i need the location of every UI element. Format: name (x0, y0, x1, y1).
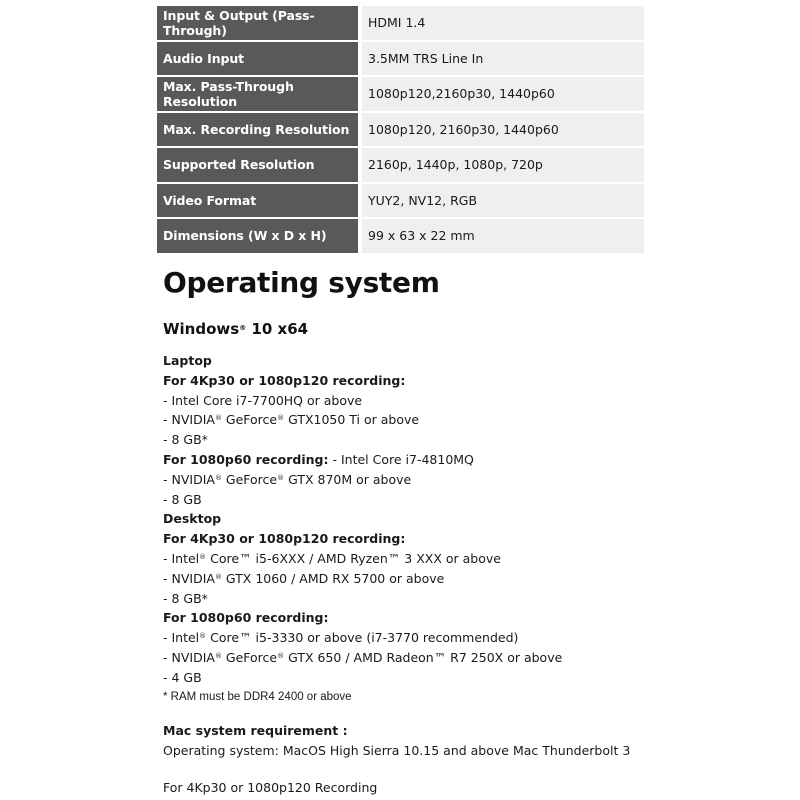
registered-mark: ® (199, 552, 207, 561)
gpu-line: GeForce (221, 649, 278, 665)
spec-row-passthrough (157, 77, 644, 111)
desktop-1080p60-gpu (163, 648, 763, 668)
registered-mark: ® (277, 473, 285, 482)
spec-row-audio (157, 42, 644, 76)
desktop-4k-title: For 4Kp30 or 1080p120 recording: (163, 531, 406, 547)
desktop-4k-gpu (163, 569, 763, 589)
registered-mark: ® (214, 651, 222, 660)
desktop-1080p60-cpu (163, 628, 763, 648)
spec-value: HDMI 1.4 (362, 6, 644, 40)
spec-label: Audio Input (157, 42, 358, 76)
laptop-1080p60-ram: - 8 GB (163, 491, 202, 507)
spec-value: 2160p, 1440p, 1080p, 720p (362, 148, 644, 182)
windows-version: 10 x64 (246, 320, 309, 338)
gpu-model: GTX 650 / AMD Radeon™ R7 250X or above (284, 649, 563, 665)
desktop-heading: Desktop (163, 511, 222, 527)
laptop-1080p60-title: For 1080p60 recording: (163, 451, 329, 467)
spec-value: 1080p120,2160p30, 1440p60 (362, 77, 644, 111)
spec-row-dimensions (157, 219, 644, 253)
registered-mark: ® (239, 324, 247, 332)
spec-row-video-format (157, 184, 644, 218)
gpu-line: GeForce (221, 412, 278, 428)
laptop-4k-ram: - 8 GB* (163, 432, 208, 448)
spacer (163, 761, 763, 778)
desktop-1080p60-title: For 1080p60 recording: (163, 610, 329, 626)
mac-requirements (163, 721, 763, 797)
spec-row-recording (157, 113, 644, 147)
gpu-model: GTX 1060 / AMD RX 5700 or above (221, 570, 445, 586)
os-title: Operating system (163, 266, 440, 299)
spec-label: Supported Resolution (157, 148, 358, 182)
spec-value: 3.5MM TRS Line In (362, 42, 644, 76)
gpu-model: GTX1050 Ti or above (284, 412, 420, 428)
gpu-brand: - NVIDIA (163, 570, 215, 586)
registered-mark: ® (214, 473, 222, 482)
spec-row-io (157, 6, 644, 40)
spec-value: YUY2, NV12, RGB (362, 184, 644, 218)
spec-row-supported (157, 148, 644, 182)
gpu-brand: - NVIDIA (163, 471, 215, 487)
laptop-4k-cpu: - Intel Core i7-7700HQ or above (163, 392, 363, 408)
spec-label: Input & Output (Pass-Through) (157, 6, 358, 40)
cpu-model: Core™ i5-6XXX / AMD Ryzen™ 3 XXX or above (206, 550, 501, 566)
laptop-4k-title: For 4Kp30 or 1080p120 recording: (163, 372, 406, 388)
mac-recording-line: For 4Kp30 or 1080p120 Recording (163, 779, 378, 795)
requirements-list (163, 351, 763, 707)
registered-mark: ® (277, 651, 285, 660)
spec-label: Video Format (157, 184, 358, 218)
laptop-1080p60-cpu: - Intel Core i7-4810MQ (328, 451, 474, 467)
spec-label: Max. Pass-Through Resolution (157, 77, 358, 111)
gpu-brand: - NVIDIA (163, 649, 215, 665)
cpu-brand: - Intel (163, 550, 200, 566)
ram-footnote: * RAM must be DDR4 2400 or above (163, 690, 352, 703)
spec-table (157, 6, 644, 255)
registered-mark: ® (277, 414, 285, 423)
desktop-1080p60-ram: - 4 GB (163, 669, 202, 685)
mac-heading: Mac system requirement : (163, 723, 348, 739)
spec-value: 99 x 63 x 22 mm (362, 219, 644, 253)
gpu-line: GeForce (221, 471, 278, 487)
registered-mark: ® (214, 414, 222, 423)
laptop-4k-gpu (163, 410, 763, 430)
mac-os-line: Operating system: MacOS High Sierra 10.15 and above Mac Thunderbolt 3 (163, 743, 631, 759)
laptop-1080p60-line (163, 450, 763, 470)
desktop-4k-cpu (163, 549, 763, 569)
desktop-4k-ram: - 8 GB* (163, 590, 208, 606)
cpu-brand: - Intel (163, 630, 200, 646)
registered-mark: ® (199, 632, 207, 641)
os-section (163, 265, 763, 798)
laptop-1080p60-gpu (163, 470, 763, 490)
windows-name: Windows (163, 320, 240, 338)
gpu-model: GTX 870M or above (284, 471, 412, 487)
cpu-model: Core™ i5-3330 or above (i7-3770 recommended) (206, 630, 519, 646)
gpu-brand: - NVIDIA (163, 412, 215, 428)
spec-label: Max. Recording Resolution (157, 113, 358, 147)
spec-label: Dimensions (W x D x H) (157, 219, 358, 253)
registered-mark: ® (214, 572, 222, 581)
laptop-heading: Laptop (163, 353, 212, 368)
spec-value: 1080p120, 2160p30, 1440p60 (362, 113, 644, 147)
windows-heading (163, 319, 763, 339)
